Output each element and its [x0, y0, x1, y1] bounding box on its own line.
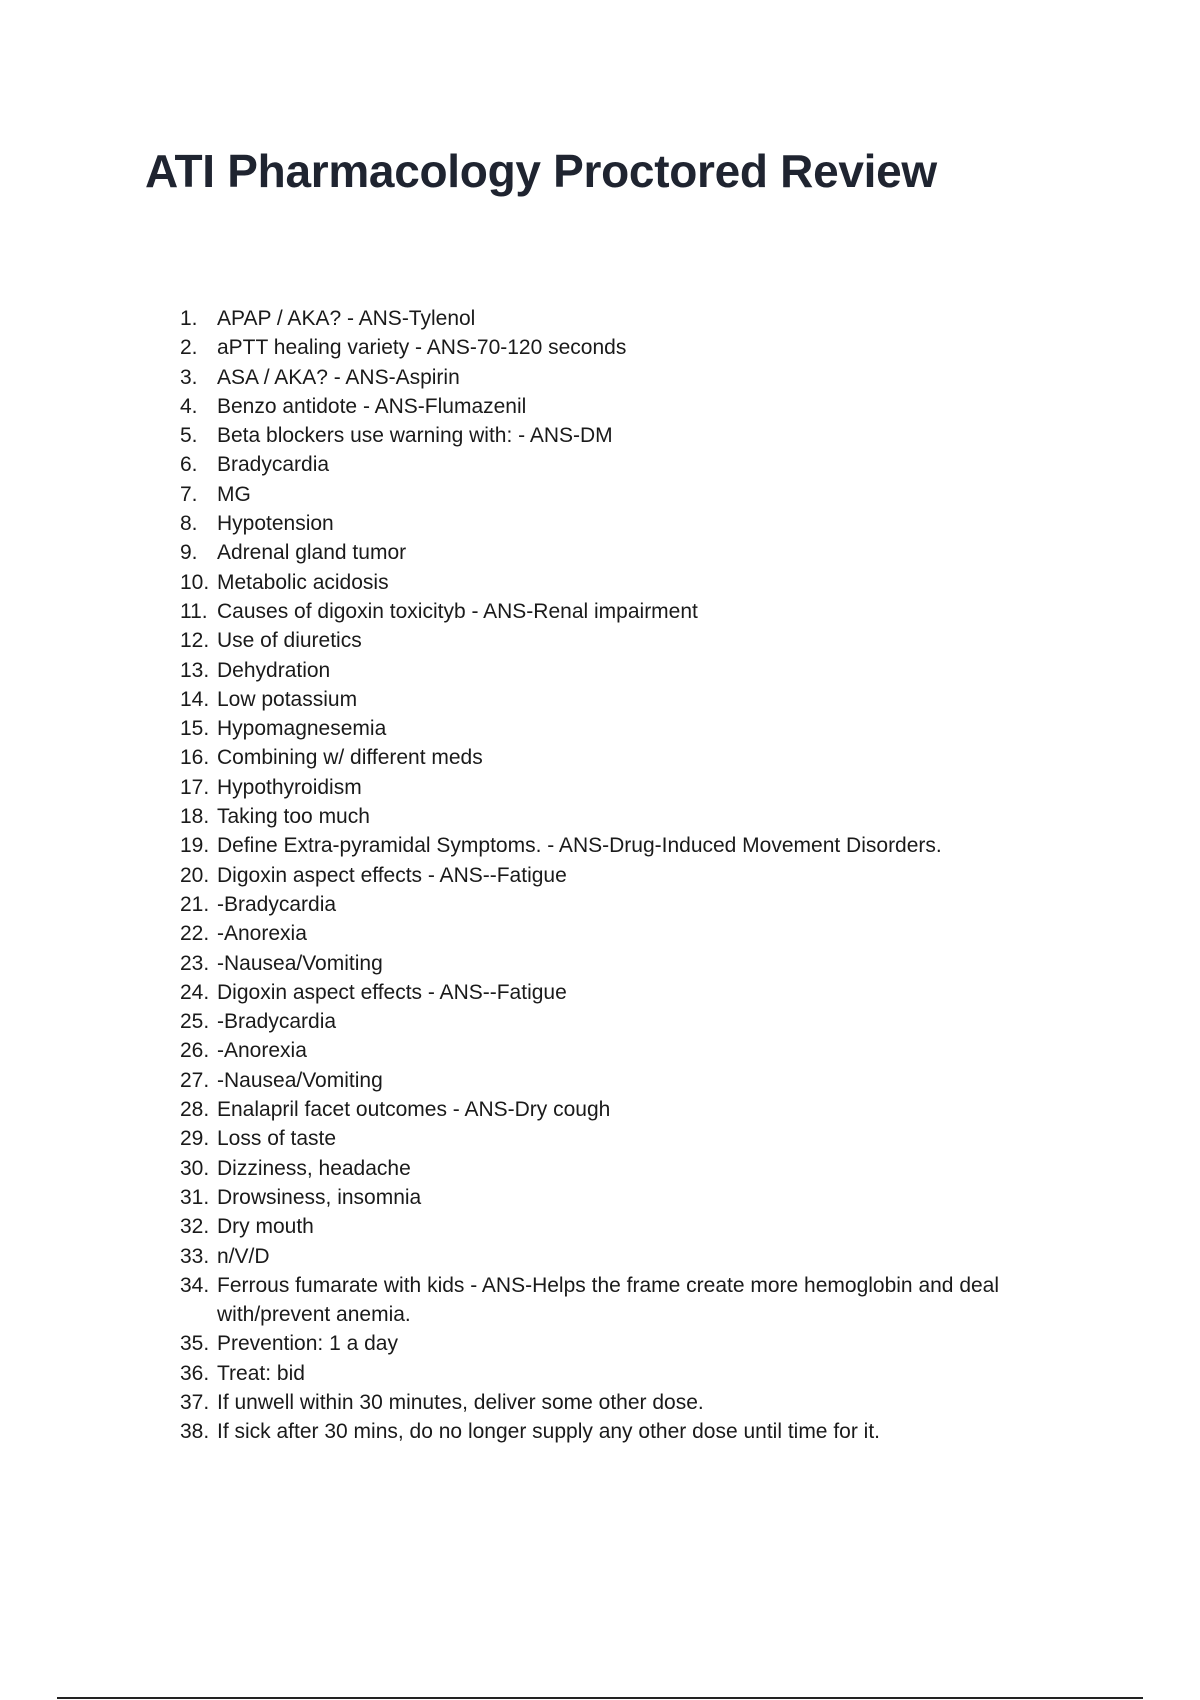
item-text: Benzo antidote - ANS-Flumazenil	[217, 394, 527, 418]
item-text: -Anorexia	[217, 922, 307, 946]
list-item	[180, 1417, 1080, 1446]
list-item	[180, 1242, 1080, 1271]
item-text: APAP / AKA? - ANS-Tylenol	[217, 307, 476, 330]
question-list	[180, 304, 1080, 1447]
item-number: 33.	[180, 1244, 210, 1268]
item-text: Define Extra-pyramidal Symptoms. - ANS-Drug-Induced Movement Disorders.	[217, 834, 942, 858]
item-text: -Nausea/Vomiting	[217, 951, 383, 975]
item-text: Hypotension	[217, 512, 334, 536]
item-text: Digoxin aspect effects - ANS--Fatigue	[217, 863, 567, 887]
item-text: Use of diuretics	[217, 629, 362, 653]
list-item	[180, 333, 1080, 362]
item-number: 5.	[180, 424, 198, 448]
item-number: 9.	[180, 541, 198, 565]
item-text: If unwell within 30 minutes, deliver some other dose.	[217, 1390, 704, 1414]
item-text: Enalapril facet outcomes - ANS-Dry cough	[217, 1098, 611, 1122]
list-item	[180, 949, 1080, 978]
list-item	[180, 861, 1080, 890]
item-number: 28.	[180, 1098, 210, 1122]
item-number: 14.	[180, 687, 210, 711]
item-number: 17.	[180, 775, 210, 799]
item-number: 12.	[180, 629, 210, 653]
item-text: If sick after 30 mins, do no longer supply any other dose until time for it.	[217, 1420, 880, 1444]
item-text: Beta blockers use warning with: - ANS-DM	[217, 424, 613, 448]
item-number: 20.	[180, 863, 210, 887]
item-number: 2.	[180, 336, 198, 360]
item-text: MG	[217, 482, 251, 506]
list-item	[180, 773, 1080, 802]
item-text: Dry mouth	[217, 1215, 314, 1239]
item-number: 29.	[180, 1127, 210, 1151]
item-number: 18.	[180, 805, 210, 829]
list-item	[180, 1154, 1080, 1183]
item-number: 21.	[180, 892, 210, 916]
list-item	[180, 392, 1080, 421]
item-text: Dizziness, headache	[217, 1156, 411, 1180]
item-text: Treat: bid	[217, 1361, 305, 1385]
list-item	[180, 890, 1080, 919]
list-item	[180, 1271, 1080, 1330]
item-number: 3.	[180, 365, 198, 389]
item-number: 30.	[180, 1156, 210, 1180]
item-text: -Bradycardia	[217, 1010, 337, 1034]
item-number: 1.	[180, 307, 198, 330]
item-text: Combining w/ different meds	[217, 746, 483, 770]
item-number: 23.	[180, 951, 210, 975]
list-item	[180, 1183, 1080, 1212]
item-text: Bradycardia	[217, 453, 330, 477]
item-number: 22.	[180, 922, 210, 946]
item-number: 15.	[180, 717, 210, 741]
item-text: Drowsiness, insomnia	[217, 1185, 422, 1209]
list-item	[180, 685, 1080, 714]
item-text: aPTT healing variety - ANS-70-120 seconds	[217, 336, 627, 360]
item-text: Low potassium	[217, 687, 358, 711]
item-text: Prevention: 1 a day	[217, 1332, 398, 1356]
item-number: 37.	[180, 1390, 210, 1414]
item-text: Causes of digoxin toxicityb - ANS-Renal impairment	[217, 599, 698, 623]
list-item	[180, 363, 1080, 392]
item-text: n/V/D	[217, 1244, 270, 1268]
item-text: Hypothyroidism	[217, 775, 362, 799]
list-item	[180, 714, 1080, 743]
list-item	[180, 480, 1080, 509]
item-number: 13.	[180, 658, 210, 682]
item-number: 31.	[180, 1185, 210, 1209]
item-text: -Bradycardia	[217, 892, 337, 916]
list-item	[180, 978, 1080, 1007]
item-number: 36.	[180, 1361, 210, 1385]
list-item	[180, 1212, 1080, 1241]
item-text: ASA / AKA? - ANS-Aspirin	[217, 365, 460, 389]
item-number: 7.	[180, 482, 198, 506]
list-item	[180, 831, 1080, 860]
item-text: Adrenal gland tumor	[217, 541, 407, 565]
item-number: 34.	[180, 1273, 210, 1297]
item-number: 4.	[180, 394, 198, 418]
list-item	[180, 304, 1080, 333]
item-number: 19.	[180, 834, 210, 858]
list-item	[180, 1066, 1080, 1095]
item-number: 16.	[180, 746, 210, 770]
item-number: 8.	[180, 512, 198, 536]
item-text: -Nausea/Vomiting	[217, 1068, 383, 1092]
list-item	[180, 1095, 1080, 1124]
item-number: 26.	[180, 1039, 210, 1063]
list-item	[180, 656, 1080, 685]
list-item	[180, 421, 1080, 450]
list-item	[180, 1359, 1080, 1388]
item-number: 38.	[180, 1420, 210, 1444]
list-item	[180, 509, 1080, 538]
item-number: 25.	[180, 1010, 210, 1034]
list-item	[180, 1329, 1080, 1358]
item-number: 24.	[180, 980, 210, 1004]
list-item	[180, 597, 1080, 626]
item-text: Loss of taste	[217, 1127, 337, 1151]
list-item	[180, 802, 1080, 831]
list-item	[180, 568, 1080, 597]
list-item	[180, 450, 1080, 479]
item-text: Hypomagnesemia	[217, 717, 387, 741]
list-item	[180, 919, 1080, 948]
item-text: Metabolic acidosis	[217, 570, 389, 594]
item-number: 35.	[180, 1332, 210, 1356]
item-number: 27.	[180, 1068, 210, 1092]
list-item	[180, 1388, 1080, 1417]
list-item	[180, 626, 1080, 655]
list-item	[180, 743, 1080, 772]
item-text: Dehydration	[217, 658, 331, 682]
list-item	[180, 538, 1080, 567]
item-text: Digoxin aspect effects - ANS--Fatigue	[217, 980, 567, 1004]
item-text: Ferrous fumarate with kids - ANS-Helps the frame create more hemoglobin and deal with/prevent anemia.	[217, 1273, 1000, 1327]
list-item	[180, 1036, 1080, 1065]
list-item	[180, 1007, 1080, 1036]
item-number: 6.	[180, 453, 198, 477]
list-item	[180, 1124, 1080, 1153]
document-title: ATI Pharmacology Proctored Review	[145, 145, 937, 197]
item-text: -Anorexia	[217, 1039, 307, 1063]
item-text: Taking too much	[217, 805, 370, 829]
item-number: 11.	[180, 599, 208, 623]
footer-divider	[57, 1697, 1143, 1699]
item-number: 32.	[180, 1215, 210, 1239]
item-number: 10.	[180, 570, 210, 594]
